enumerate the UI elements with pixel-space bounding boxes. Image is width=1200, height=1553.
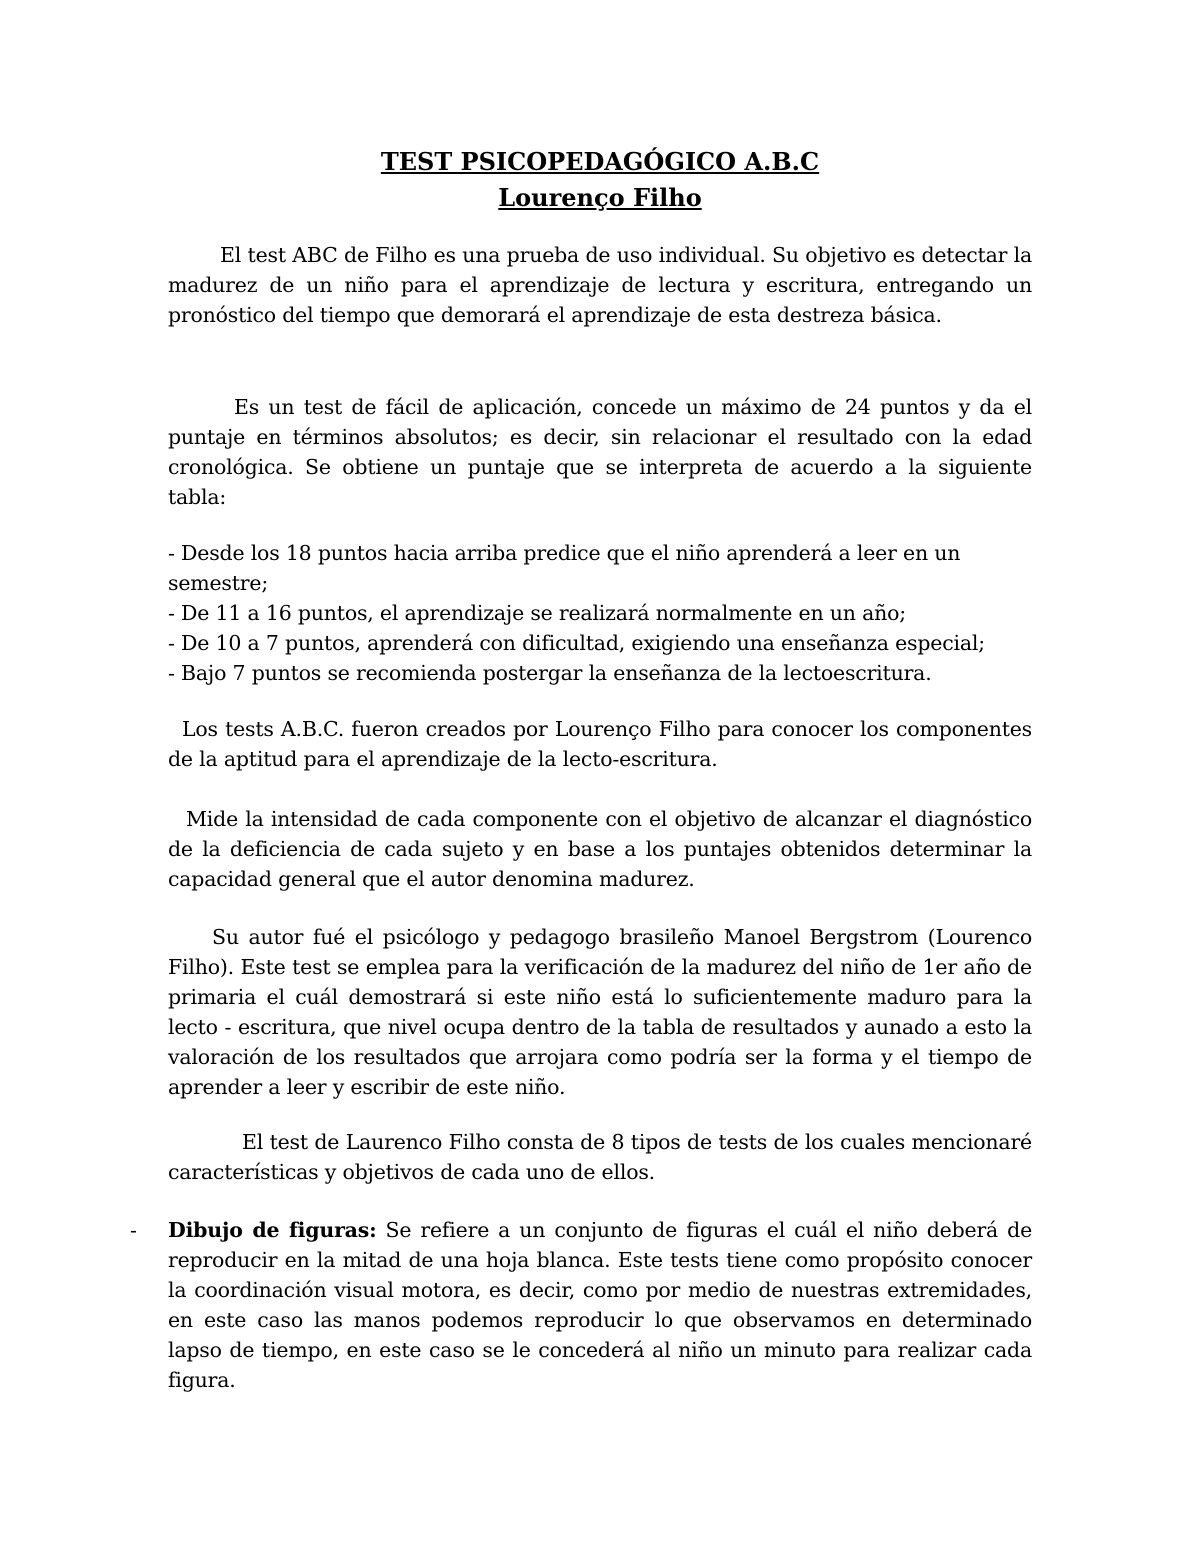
paragraph-intensity — [168, 804, 1032, 894]
paragraph-text: El test de Laurenco Filho consta de 8 tipos de tests de los cuales mencionaré características y objetivos de cada uno de ellos. — [168, 1130, 1032, 1184]
paragraph-creators — [168, 714, 1032, 774]
bullet-marker: - — [130, 1218, 137, 1242]
score-table-item: - De 11 a 16 puntos, el aprendizaje se realizará normalmente en un año; — [168, 601, 906, 625]
paragraph-text: El test ABC de Filho es una prueba de uso individual. Su objetivo es detectar la madurez de un niño para el aprendizaje de lectura y escritura, entregando un pronóstico del tiempo que demorará el aprendizaje de esta destreza básica. — [168, 243, 1032, 327]
paragraph-author — [168, 922, 1032, 1102]
paragraph-text: Mide la intensidad de cada componente con el objetivo de alcanzar el diagnóstico de la deficiencia de cada sujeto y en base a los puntajes obtenidos determinar la capacidad general que el autor denomina madurez. — [168, 807, 1032, 891]
bullet-heading: Dibujo de figuras: — [168, 1218, 377, 1242]
score-table-item: - De 10 a 7 puntos, aprenderá con dificultad, exigiendo una enseñanza especial; — [168, 631, 985, 655]
paragraph-text: Su autor fué el psicólogo y pedagogo brasileño Manoel Bergstrom (Lourenco Filho). Este test se emplea para la verificación de la madurez del niño de 1er año de primaria el cuál demostrará si este niño está lo suficientemente maduro para la lecto - escritura, que nivel ocupa dentro de la tabla de resultados y aunado a esto la valoración de los resultados que arrojara como podría ser la forma y el tiempo de aprender a leer y escribir de este niño. — [168, 925, 1032, 1099]
paragraph-text: Los tests A.B.C. fueron creados por Lourenço Filho para conocer los componentes de la aptitud para el aprendizaje de la lecto-escritura. — [168, 717, 1032, 771]
paragraph-intro — [168, 240, 1032, 330]
paragraph-application — [168, 392, 1032, 512]
document-title: TEST PSICOPEDAGÓGICO A.B.C — [380, 147, 820, 176]
score-table-item: - Bajo 7 puntos se recomienda postergar la enseñanza de la lectoescritura. — [168, 661, 932, 685]
score-table-item: - Desde los 18 puntos hacia arriba predice que el niño aprenderá a leer en un semestre; — [168, 541, 961, 595]
bullet-text: Se refiere a un conjunto de figuras el cuál el niño deberá de reproducir en la mitad de una hoja blanca. Este tests tiene como propósito conocer la coordinación visual motora, es decir, como por medio de nuestras extremidades, en este caso las manos podemos reproducir lo que observamos en determinado lapso de tiempo, en este caso se le concederá al niño un minuto para realizar cada figura. — [168, 1218, 1032, 1392]
paragraph-text: Es un test de fácil de aplicación, concede un máximo de 24 puntos y da el puntaje en términos absolutos; es decir, sin relacionar el resultado con la edad cronológica. Se obtiene un puntaje que se interpreta de acuerdo a la siguiente tabla: — [168, 395, 1032, 509]
score-table-list — [168, 538, 1032, 688]
bullet-paragraph — [168, 1215, 1032, 1395]
bullet-item-dibujo — [130, 1215, 1032, 1395]
paragraph-types — [168, 1127, 1032, 1187]
document-subtitle: Lourenço Filho — [498, 183, 702, 212]
